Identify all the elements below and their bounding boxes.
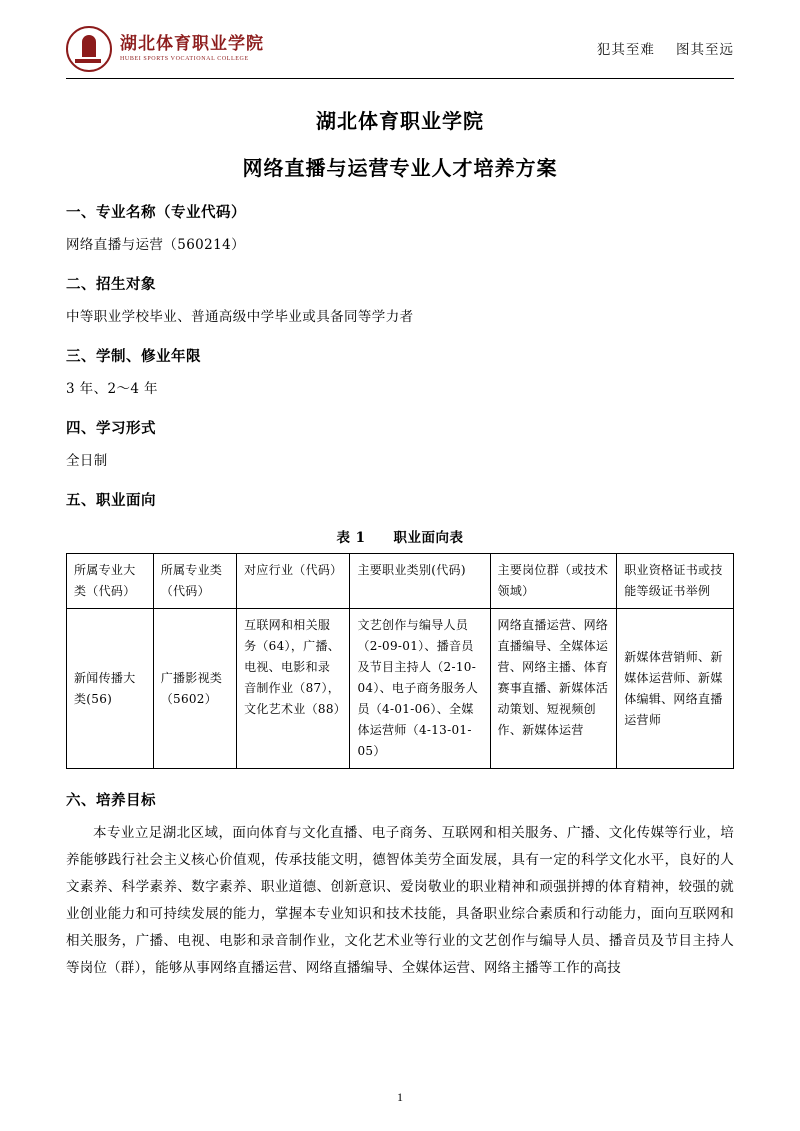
college-name-cn: 湖北体育职业学院 bbox=[120, 33, 264, 54]
table-cell-industry: 互联网和相关服务（64），广播、电视、电影和录音制作业（87），文化艺术业（88） bbox=[237, 609, 350, 769]
table-cell-positions: 网络直播运营、网络直播编导、全媒体运营、网络主播、体育赛事直播、新媒体活动策划、短视频创作、新媒体运营 bbox=[490, 609, 617, 769]
section-body-2: 中等职业学校毕业、普通高级中学毕业或具备同等学力者 bbox=[66, 309, 414, 325]
table-caption: 表 1 职业面向表 bbox=[336, 530, 464, 546]
table-cell-occupation: 文艺创作与编导人员（2-09-01）、播音员及节目主持人（2-10-04）、电子商务服务人员（4-01-06）、全媒体运营师（4-13-01-05） bbox=[350, 609, 490, 769]
career-orientation-table bbox=[66, 553, 734, 769]
table-header-cell: 主要职业类别(代码) bbox=[350, 554, 490, 609]
table-header-cell: 所属专业类（代码） bbox=[153, 554, 236, 609]
college-logo bbox=[66, 26, 264, 72]
section-heading-1: 一、专业名称（专业代码） bbox=[66, 204, 246, 221]
section-heading-4: 四、学习形式 bbox=[66, 420, 156, 437]
table-header-cell: 职业资格证书或技能等级证书举例 bbox=[617, 554, 734, 609]
table-header-cell: 主要岗位群（或技术领域） bbox=[490, 554, 617, 609]
college-logo-text bbox=[120, 33, 264, 62]
college-name-en: HUBEI SPORTS VOCATIONAL COLLEGE bbox=[120, 55, 249, 62]
page-title: 湖北体育职业学院 bbox=[316, 109, 484, 133]
table-row bbox=[67, 609, 734, 769]
table-cell-certificates: 新媒体营销师、新媒体运营师、新媒体编辑、网络直播运营师 bbox=[617, 609, 734, 769]
page-number: 1 bbox=[397, 1090, 403, 1104]
page-subtitle: 网络直播与运营专业人才培养方案 bbox=[242, 156, 558, 180]
section-body-1: 网络直播与运营（560214） bbox=[66, 237, 246, 253]
table-header-cell: 对应行业（代码） bbox=[237, 554, 350, 609]
section-heading-2: 二、招生对象 bbox=[66, 276, 156, 293]
table-cell-major-category: 新闻传播大类(56) bbox=[67, 609, 154, 769]
table-cell-major-class: 广播影视类（5602） bbox=[153, 609, 236, 769]
page-header bbox=[66, 22, 734, 76]
section-heading-6: 六、培养目标 bbox=[66, 792, 156, 809]
college-emblem-icon bbox=[66, 26, 112, 72]
section-body-4: 全日制 bbox=[66, 453, 108, 469]
table-header-row bbox=[67, 554, 734, 609]
header-motto: 犯其至难 图其至远 bbox=[596, 42, 734, 58]
training-goal-paragraph: 本专业立足湖北区域，面向体育与文化直播、电子商务、互联网和相关服务、广播、文化传媒等行业，培养能够践行社会主义核心价值观，传承技能文明，德智体美劳全面发展，具有一定的科学文化水平，良好的人文素养、科学素养、数字素养、职业道德、创新意识、爱岗敬业的职业精神和顽强拼搏的体育精神，较强的就业创业能力和可持续发展的能力，掌握本专业知识和技术技能，具备职业综合素质和行动能力，面向互联网和相关服务，广播、电视、电影和录音制作业，文化艺术业等行业的文艺创作与编导人员、播音员及节目主持人等岗位（群），能够从事网络直播运营、网络直播编导、全媒体运营、网络主播等工作的高技 bbox=[66, 825, 734, 976]
section-heading-3: 三、学制、修业年限 bbox=[66, 348, 201, 365]
header-divider bbox=[66, 78, 734, 79]
table-header-cell: 所属专业大类（代码） bbox=[67, 554, 154, 609]
section-body-3: 3 年、2～4 年 bbox=[66, 381, 158, 397]
section-heading-5: 五、职业面向 bbox=[66, 492, 156, 509]
